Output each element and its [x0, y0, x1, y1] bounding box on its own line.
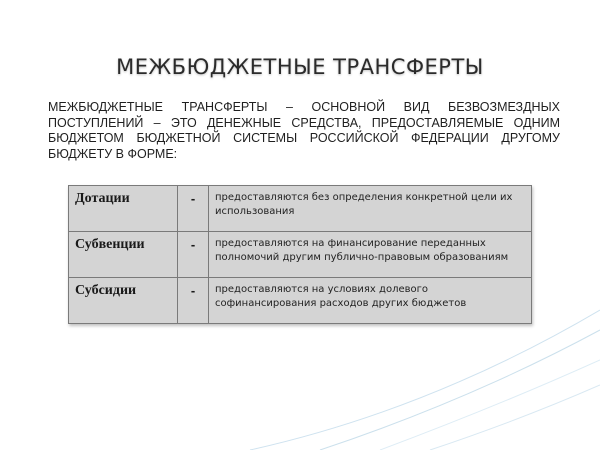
term-cell: Субвенции — [69, 232, 178, 278]
slide-title: МЕЖБЮДЖЕТНЫЕ ТРАНСФЕРТЫ — [116, 55, 484, 79]
dash-cell: - — [178, 278, 209, 324]
description-cell: предоставляются без определения конкретной цели их использования — [209, 186, 532, 232]
table-row — [69, 278, 532, 324]
table-row — [69, 232, 532, 278]
intro-paragraph: МЕЖБЮДЖЕТНЫЕ ТРАНСФЕРТЫ – ОСНОВНОЙ ВИД БЕЗВОЗМЕЗДНЫХ ПОСТУПЛЕНИЙ – ЭТО ДЕНЕЖНЫЕ СРЕДСТВА, ПРЕДОСТАВЛЯЕМЫЕ ОДНИМ БЮДЖЕТОМ БЮДЖЕТНОЙ СИСТЕМЫ РОССИЙСКОЙ ФЕДЕРАЦИИ ДРУГОМУ БЮДЖЕТУ В ФОРМЕ: — [48, 100, 560, 161]
description-cell: предоставляются на условиях долевого софинансирования расходов других бюджетов — [209, 278, 532, 324]
description-cell: предоставляются на финансирование переданных полномочий другим публично-правовым образованиям — [209, 232, 532, 278]
term-cell: Субсидии — [69, 278, 178, 324]
dash-cell: - — [178, 232, 209, 278]
dash-cell: - — [178, 186, 209, 232]
table-row — [69, 186, 532, 232]
term-cell: Дотации — [69, 186, 178, 232]
transfers-table — [68, 185, 532, 324]
